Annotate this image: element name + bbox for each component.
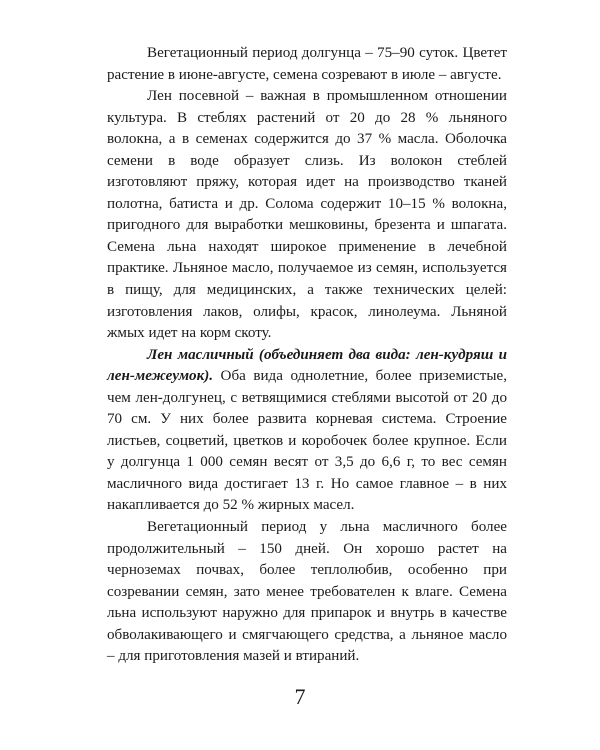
page-number: 7 bbox=[294, 684, 306, 709]
oil-flax-text: Оба вида однолетние, более приземистые, чем лен-долгунец, с ветвящимися стеблями высотой от 20 до 70 см. У них более развита корневая система. Строение листьев, соцветий, цветков и коробочек более крупное. Если у долгунца 1 000 семян весят от 3,5 до 6,6 г, то вес семян масличного вида достигает 13 г. Но самое главное – в них накапливается до 52 % жирных масел. bbox=[107, 368, 507, 514]
oil-flax-heading: Лен масличный (объединяет два вида: лен-кудряш и лен-межеумок). bbox=[107, 346, 507, 385]
page-body bbox=[107, 43, 507, 668]
paragraph-flax-vegetation: Вегетационный период долгунца – 75–90 суток. Цветет растение в июне-августе, семена созревают в июле – августе. bbox=[107, 45, 507, 83]
paragraph-flax-sown: Лен посевной – важная в промышленном отношении культура. В стеблях растений от 20 до 28 % льняного волокна, а в семенах содержится до 37 % масла. Оболочка семени в воде образует слизь. Из волокон стеблей изготовляют пряжу, которая идет на производство тканей полотна, батиста и др. Солома содержит 10–15 % волокна, пригодного для выработки мешковины, брезента и шпагата. Семена льна находят широкое применение в лечебной практике. Льняное масло, получаемое из семян, используется в пищу, для медицинских, а также технических целей: изготовления лаков, олифы, красок, линолеума. Льняной жмых идет на корм скоту. bbox=[107, 88, 507, 342]
paragraph-oil-flax bbox=[107, 345, 507, 517]
paragraph-oil-flax-vegetation: Вегетационный период у льна масличного более продолжительный – 150 дней. Он хорошо растет на черноземах почвах, более теплолюбив, особенно при созревании семян, зато менее требователен к влаге. Семена льна используют наружно для припарок и внутрь в качестве обволакивающего и смягчающего средства, а льняное масло – для приготовления мазей и втираний. bbox=[107, 519, 507, 665]
